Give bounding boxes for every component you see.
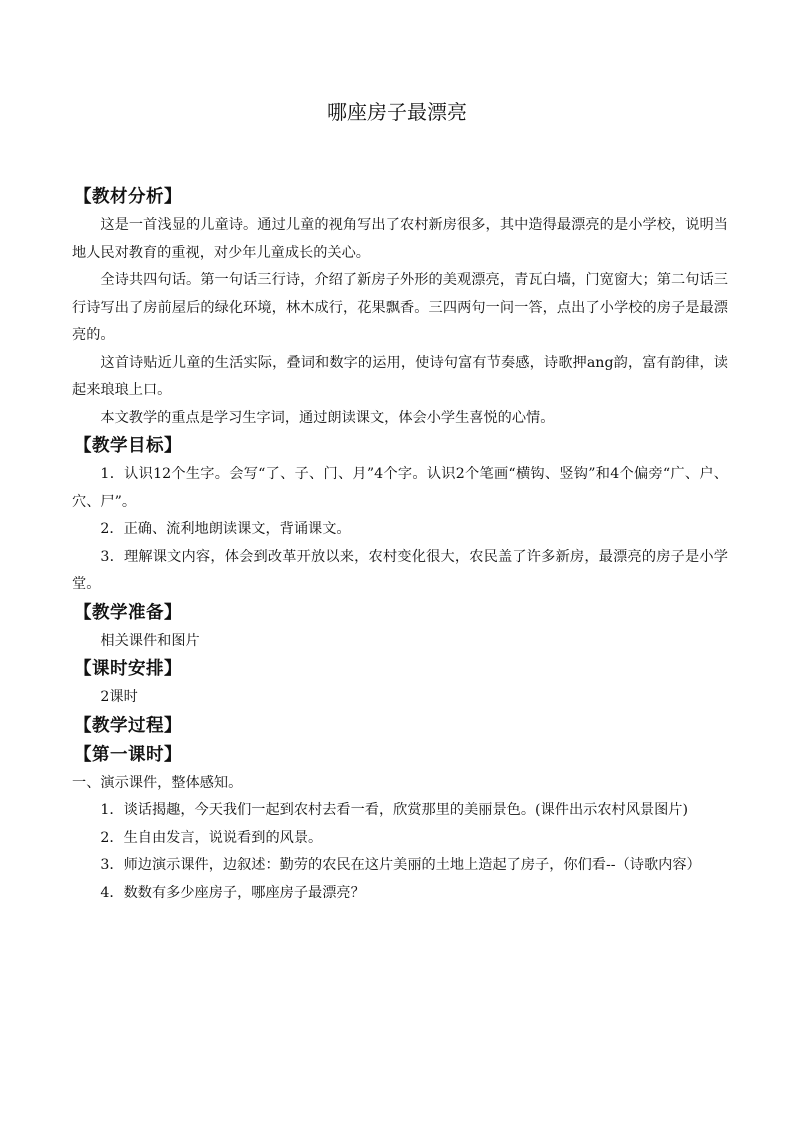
- section-heading-process: 【教学过程】: [74, 715, 182, 736]
- lesson1-paragraph-1: 1．谈话揭趣，今天我们一起到农村去看一看，欣赏那里的美丽景色。(课件出示农村风景图片): [100, 802, 688, 818]
- analysis-paragraph-1: 这是一首浅显的儿童诗。通过儿童的视角写出了农村新房很多，其中造得最漂亮的是小学校，说明当地人民对教育的重视，对少年儿童成长的关心。: [72, 217, 728, 261]
- analysis-paragraph-4: 本文教学的重点是学习生字词，通过朗读课文，体会小学生喜悦的心情。: [100, 409, 555, 426]
- lesson1-paragraph-3: 3．师边演示课件，边叙述：勤劳的农民在这片美丽的土地上造起了房子，你们看--（诗歌内容）: [100, 857, 701, 873]
- section-heading-goals: 【教学目标】: [74, 436, 182, 456]
- schedule-paragraph: 2课时: [100, 689, 138, 705]
- section-heading-lesson1: 【第一课时】: [74, 744, 182, 765]
- analysis-paragraph-2: 全诗共四句话。第一句话三行诗，介绍了新房子外形的美观漂亮，青瓦白墙，门宽窗大；第二句话三行诗写出了房前屋后的绿化环境，林木成行，花果飘香。三四两句一问一答，点出了小学校的房子是最漂亮的。: [72, 272, 728, 343]
- analysis-paragraph-3: 这首诗贴近儿童的生活实际，叠词和数字的运用，使诗句富有节奏感，诗歌押ang韵，富有韵律，读起来琅琅上口。: [72, 354, 728, 398]
- section-heading-schedule: 【课时安排】: [74, 659, 182, 679]
- lesson1-paragraph-4: 4．数数有多少座房子，哪座房子最漂亮？: [100, 884, 365, 901]
- goals-paragraph-3: 3．理解课文内容，体会到改革开放以来，农村变化很大，农民盖了许多新房，最漂亮的房子是小学堂。: [72, 548, 728, 592]
- goals-paragraph-1: 1．认识12个生字。会写“了、子、门、月”4个字。认识2个笔画“横钩、竖钩”和4个偏旁“广、户、穴、尸”。: [72, 466, 728, 510]
- section-heading-preparation: 【教学准备】: [74, 602, 182, 623]
- document-body: [72, 183, 728, 907]
- section-heading-analysis: 【教材分析】: [74, 187, 182, 207]
- document-title: 哪座房子最漂亮: [327, 100, 467, 124]
- lesson1-paragraph-2: 2．生自由发言，说说看到的风景。: [100, 829, 323, 846]
- lesson1-intro: 一、演示课件，整体感知。: [72, 774, 243, 791]
- goals-paragraph-2: 2．正确、流利地朗读课文，背诵课文。: [100, 521, 351, 537]
- preparation-paragraph: 相关课件和图片: [100, 632, 200, 649]
